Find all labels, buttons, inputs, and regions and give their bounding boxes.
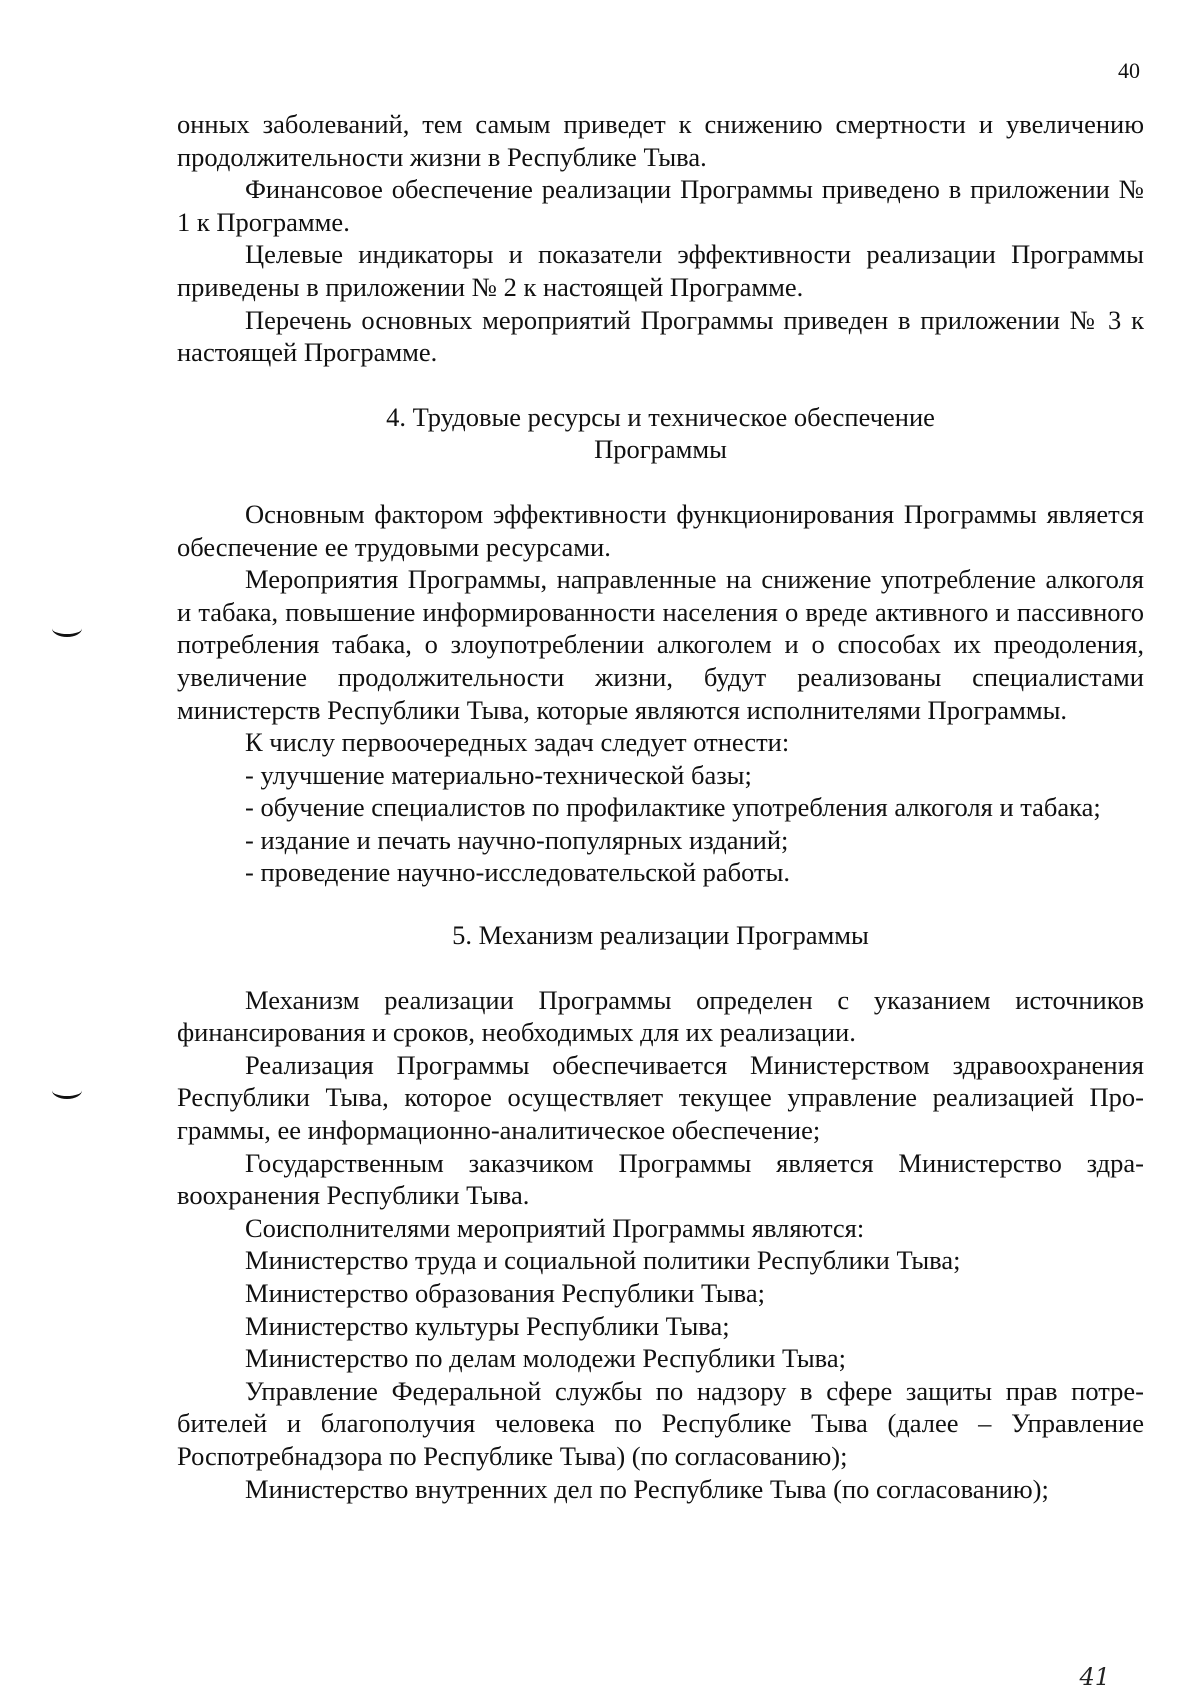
margin-check-mark bbox=[52, 1082, 82, 1099]
list-item: Министерство труда и социальной политики Республики Тыва; bbox=[245, 1245, 961, 1276]
paragraph: Мероприятия Программы, направленные на снижение употребление алкоголя и табака, повышение информированности населения о вреде активного и пассивного потребления табака, о злоупотреблении алкоголем и о способах их преодоления, увеличение продолжительности жизни, будут реализованы специалистами министерств Республики Тыва, которые являются исполнителями Программы. bbox=[177, 564, 1144, 725]
page-number: 40 bbox=[1118, 58, 1140, 83]
paragraph: Финансовое обеспечение реализации Программы приведено в приложении № 1 к Программе. bbox=[177, 174, 1144, 237]
handwritten-page-number: 41 bbox=[1079, 1663, 1110, 1691]
list-item: Министерство образования Республики Тыва; bbox=[245, 1278, 765, 1308]
list-item: - проведение научно-исследовательской работы. bbox=[245, 857, 791, 888]
paragraph: Соисполнителями мероприятий Программы являются: bbox=[245, 1212, 865, 1243]
paragraph: Государственным заказчиком Программы является Министерство здравоохранения Республики Тыва. bbox=[177, 1147, 1144, 1211]
list-item: - издание и печать научно-популярных изданий; bbox=[245, 824, 789, 855]
paragraph: онных заболеваний, тем самым приведет к снижению смертности и увеличению продолжительности жизни в Республике Тыва. bbox=[177, 109, 1144, 172]
section-5-title: 5. Механизм реализации Программы bbox=[452, 920, 869, 951]
paragraph: Механизм реализации Программы определен с указанием источников финансирования и сроков, необходимых для их реализации. bbox=[177, 984, 1144, 1048]
list-item: Министерство культуры Республики Тыва; bbox=[245, 1310, 730, 1341]
margin-check-mark bbox=[52, 620, 82, 637]
paragraph: Целевые индикаторы и показатели эффективности реализации Программы приведены в приложении № 2 к настоящей Программе. bbox=[177, 239, 1144, 302]
list-item: - улучшение материально-технической базы; bbox=[245, 759, 752, 790]
document-body bbox=[177, 108, 1144, 1505]
section-4-title-line1: 4. Трудовые ресурсы и техническое обеспечение bbox=[386, 401, 935, 432]
section-4-title-line2: Программы bbox=[594, 434, 727, 465]
list-item: Министерство внутренних дел по Республике Тыва (по согласованию); bbox=[245, 1473, 1049, 1504]
paragraph: К числу первоочередных задач следует отнести: bbox=[245, 727, 790, 758]
list-item: - обучение специалистов по профилактике употребления алкоголя и табака; bbox=[245, 792, 1101, 823]
list-item: Управление Федеральной службы по надзору в сфере защиты прав потребителей и благополучия человека по Республике Тыва (далее – Управление Роспотребнадзора по Республике Тыва) (по согласованию); bbox=[177, 1375, 1144, 1471]
paragraph: Основным фактором эффективности функционирования Программы является обеспечение ее трудовыми ресурсами. bbox=[177, 498, 1144, 562]
list-item: Министерство по делам молодежи Республики Тыва; bbox=[245, 1343, 846, 1374]
paragraph: Реализация Программы обеспечивается Министерством здравоохранения Республики Тыва, которое осуществляет текущее управление реализацией Программы, ее информационно-аналитическое обеспечение; bbox=[177, 1049, 1144, 1146]
paragraph: Перечень основных мероприятий Программы приведен в приложении № 3 к настоящей Программе. bbox=[177, 304, 1144, 368]
